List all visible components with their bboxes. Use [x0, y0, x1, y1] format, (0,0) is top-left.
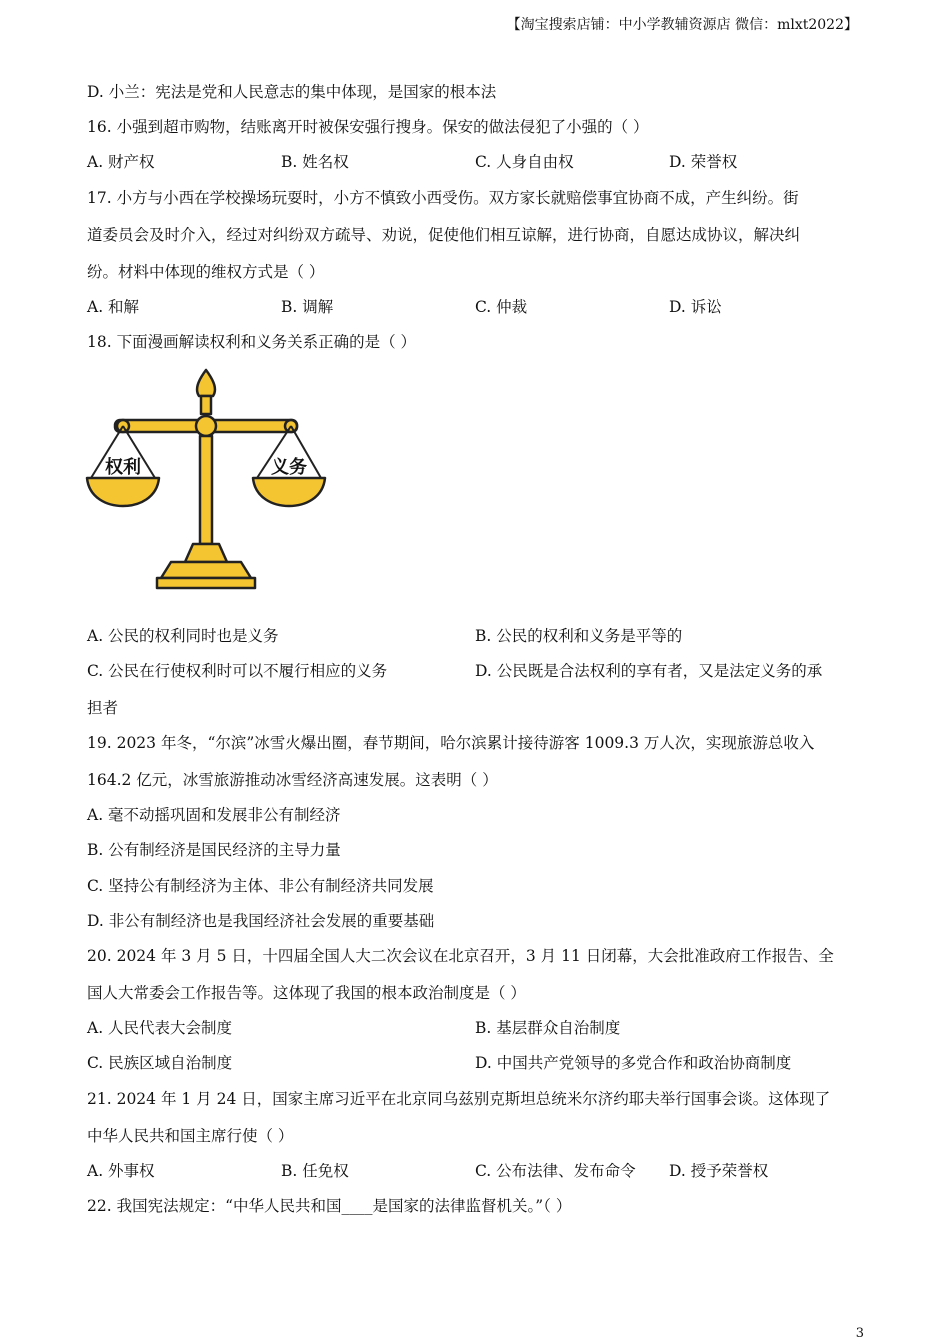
- q18-option-d-continued: 担者: [87, 699, 119, 717]
- q20-option-c: C. 民族区域自治制度: [87, 1054, 233, 1072]
- q17-option-b: B. 调解: [281, 298, 334, 316]
- q20-option-d: D. 中国共产党领导的多党合作和政治协商制度: [475, 1054, 792, 1072]
- scale-base-plinth: [157, 578, 255, 588]
- q16-stem: 16. 小强到超市购物，结账离开时被保安强行搜身。保安的做法侵犯了小强的（ ）: [87, 118, 649, 136]
- q21-stem-line2: 中华人民共和国主席行使（ ）: [87, 1127, 294, 1145]
- scale-pillar: [200, 436, 212, 544]
- q16-option-b: B. 姓名权: [281, 153, 349, 171]
- prev-option-d: D. 小兰：宪法是党和人民意志的集中体现，是国家的根本法: [87, 83, 497, 101]
- q18-option-b: B. 公民的权利和义务是平等的: [475, 627, 683, 645]
- q16-option-a: A. 财产权: [87, 153, 155, 171]
- q21-option-a: A. 外事权: [87, 1162, 155, 1180]
- q20-option-a: A. 人民代表大会制度: [87, 1019, 233, 1037]
- q19-option-c: C. 坚持公有制经济为主体、非公有制经济共同发展: [87, 877, 434, 895]
- q18-option-d: D. 公民既是合法权利的享有者，又是法定义务的承: [475, 662, 823, 680]
- q20-option-b: B. 基层群众自治制度: [475, 1019, 621, 1037]
- q17-option-c: C. 仲裁: [475, 298, 528, 316]
- q22-stem: 22. 我国宪法规定：“中华人民共和国____是国家的法律监督机关。”（ ）: [87, 1197, 572, 1215]
- q17-option-a: A. 和解: [87, 298, 140, 316]
- q18-option-c: C. 公民在行使权利时可以不履行相应的义务: [87, 662, 388, 680]
- left-pan: [87, 478, 159, 506]
- scale-finial-neck: [201, 396, 211, 414]
- q20-stem-line2: 国人大常委会工作报告等。这体现了我国的根本政治制度是（ ）: [87, 984, 526, 1002]
- q17-stem-line3: 纷。材料中体现的维权方式是（ ）: [87, 263, 325, 281]
- right-pan-label: 义务: [271, 457, 307, 478]
- q18-option-a: A. 公民的权利同时也是义务: [87, 627, 279, 645]
- page-header: 【淘宝搜索店铺：中小学教辅资源店 微信：mlxt2022】: [506, 17, 858, 33]
- q17-stem-line2: 道委员会及时介入，经过对纠纷双方疏导、劝说，促使他们相互谅解，进行协商，自愿达成协议，解决纠: [87, 226, 801, 244]
- q21-option-b: B. 任免权: [281, 1162, 349, 1180]
- q19-option-a: A. 毫不动摇巩固和发展非公有制经济: [87, 806, 341, 824]
- balance-scale-cartoon: [85, 366, 327, 594]
- scale-finial: [197, 370, 215, 396]
- scale-base-lower: [161, 562, 251, 578]
- q18-stem: 18. 下面漫画解读权利和义务关系正确的是（ ）: [87, 333, 417, 351]
- q21-option-c: C. 公布法律、发布命令: [475, 1162, 636, 1180]
- q16-option-c: C. 人身自由权: [475, 153, 574, 171]
- left-pan-label: 权利: [105, 457, 141, 478]
- q17-option-d: D. 诉讼: [669, 298, 722, 316]
- q21-stem-line1: 21. 2024 年 1 月 24 日，国家主席习近平在北京同乌兹别克斯坦总统米尔济约耶夫举行国事会谈。这体现了: [87, 1090, 831, 1108]
- q17-stem-line1: 17. 小方与小西在学校操场玩耍时，小方不慎致小西受伤。双方家长就赔偿事宜协商不成，产生纠纷。街: [87, 189, 799, 207]
- right-pan: [253, 478, 325, 506]
- scale-pivot: [196, 416, 216, 436]
- q16-option-d: D. 荣誉权: [669, 153, 738, 171]
- q19-stem-line1: 19. 2023 年冬，“尔滨”冰雪火爆出圈，春节期间，哈尔滨累计接待游客 1009.3 万人次，实现旅游总收入: [87, 734, 815, 752]
- q19-option-d: D. 非公有制经济也是我国经济社会发展的重要基础: [87, 912, 435, 930]
- page-number: 3: [855, 1326, 864, 1341]
- q19-stem-line2: 164.2 亿元，冰雪旅游推动冰雪经济高速发展。这表明（ ）: [87, 771, 498, 789]
- q21-option-d: D. 授予荣誉权: [669, 1162, 769, 1180]
- scale-base-upper: [185, 544, 227, 562]
- q20-stem-line1: 20. 2024 年 3 月 5 日，十四届全国人大二次会议在北京召开，3 月 11 日闭幕，大会批准政府工作报告、全: [87, 947, 834, 965]
- q19-option-b: B. 公有制经济是国民经济的主导力量: [87, 841, 341, 859]
